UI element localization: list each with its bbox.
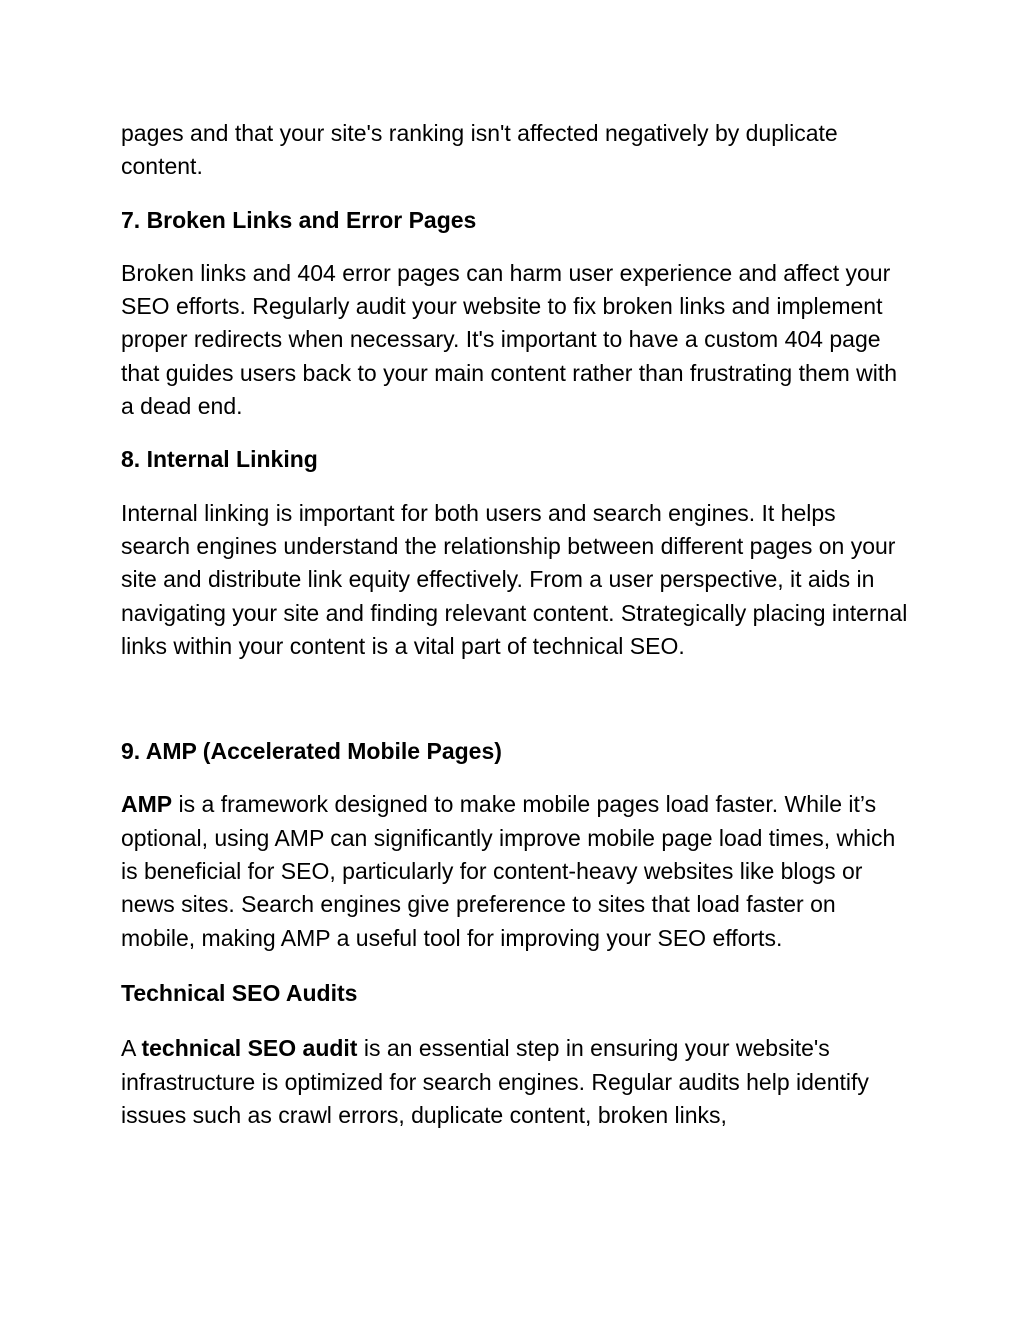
audit-bold-term: technical SEO audit: [141, 1035, 358, 1062]
amp-body-text: is a framework designed to make mobile pages load faster. While it’s optional, using AMP can significantly improve mobile page load times, which is beneficial for SEO, particularly for content-heavy websites like blogs or news sites. Search engines give preference to sites that load faster on mobile, making AMP a useful tool for improving your SEO efforts.: [121, 791, 896, 951]
paragraph-technical-seo-audits: [121, 1032, 911, 1132]
intro-paragraph-tail: pages and that your site's ranking isn't affected negatively by duplicate content.: [121, 120, 838, 180]
paragraph-internal-linking: Internal linking is important for both users and search engines. It helps search engines understand the relationship between different pages on your site and distribute link equity effectively. From a user perspective, it aids in navigating your site and finding relevant content. Strategically placing internal links within your content is a vital part of technical SEO.: [121, 499, 908, 659]
paragraph-broken-links: Broken links and 404 error pages can harm user experience and affect your SEO efforts. Regularly audit your website to fix broken links and implement proper redirects when necessary. It's important to have a custom 404 page that guides users back to your main content rather than frustrating them with a dead end.: [121, 259, 898, 420]
paragraph-amp: [121, 788, 911, 954]
document-page: [121, 117, 911, 1132]
heading-amp: 9. AMP (Accelerated Mobile Pages): [121, 738, 502, 765]
audit-body-text: is an essential step in ensuring your website's infrastructure is optimized for search engines. Regular audits help identify issues such as crawl errors, duplicate content, broken links,: [121, 1035, 869, 1128]
heading-technical-seo-audits: Technical SEO Audits: [121, 979, 358, 1006]
audit-body-prefix: A: [121, 1035, 142, 1062]
amp-bold-term: AMP: [121, 791, 173, 818]
heading-broken-links: 7. Broken Links and Error Pages: [121, 206, 477, 233]
heading-internal-linking: 8. Internal Linking: [121, 446, 318, 473]
